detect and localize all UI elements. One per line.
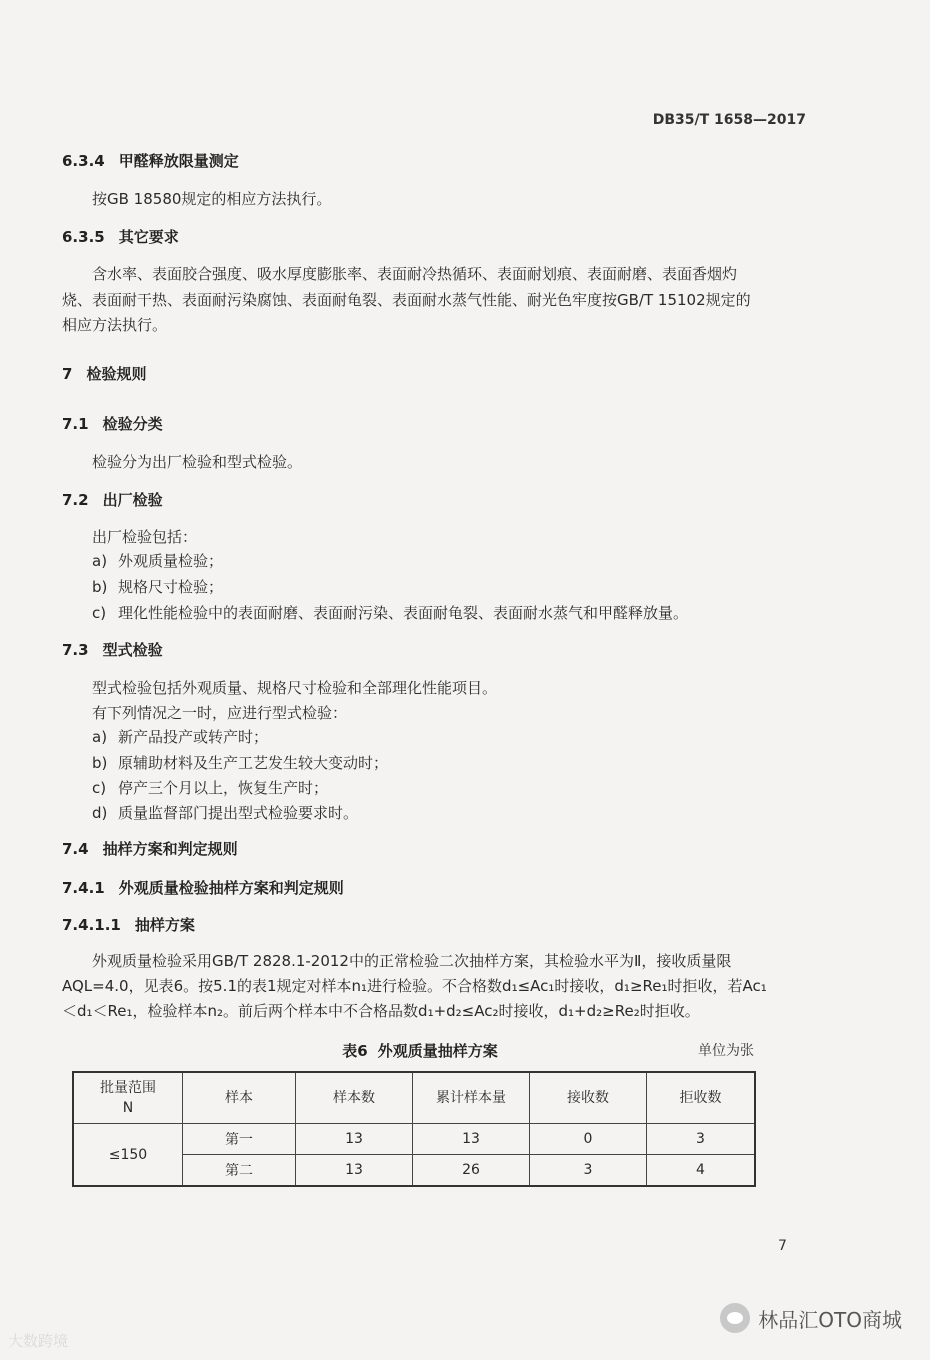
list-item (92, 777, 328, 798)
section-title: 抽样方案 (134, 916, 195, 934)
list-text: 理化性能检验中的表面耐磨、表面耐污染、表面耐龟裂、表面耐水蒸气和甲醛释放量。 (118, 604, 689, 622)
header-sample: 样本 (183, 1072, 296, 1124)
cell-sample-size: 13 (296, 1124, 413, 1155)
list-text: 停产三个月以上，恢复生产时； (118, 779, 329, 797)
header-cumulative: 累计样本量 (413, 1072, 530, 1124)
header-batch-range-label: 批量范围 (100, 1080, 156, 1096)
list-marker: c) (92, 604, 107, 622)
cell-sample: 第一 (183, 1124, 296, 1155)
section-6-3-5-line-1: 含水率、表面胶合强度、吸水厚度膨胀率、表面耐冷热循环、表面耐划痕、表面耐磨、表面香烟灼 (92, 265, 738, 283)
section-7-4-1-1-line-3: ＜d₁＜Re₁，检验样本n₂。前后两个样本中不合格品数d₁+d₂≤Ac₂时接收，d₁+d₂≥Re₂时拒收。 (62, 1002, 700, 1020)
cell-sample: 第二 (183, 1155, 296, 1187)
section-7-2-intro: 出厂检验包括： (92, 528, 198, 546)
cell-reject: 3 (647, 1124, 756, 1155)
cell-sample-size: 13 (296, 1155, 413, 1187)
section-title: 型式检验 (102, 641, 163, 659)
header-accept: 接收数 (530, 1072, 647, 1124)
list-marker: a) (92, 728, 108, 746)
section-7-3-intro-2: 有下列情况之一时，应进行型式检验： (92, 704, 348, 722)
table-title: 外观质量抽样方案 (377, 1042, 498, 1060)
standard-number: DB35/T 1658—2017 (652, 112, 806, 128)
section-title: 抽样方案和判定规则 (102, 840, 238, 858)
list-text: 质量监督部门提出型式检验要求时。 (118, 804, 359, 822)
list-marker: d) (92, 804, 108, 822)
list-marker: a) (92, 552, 108, 570)
section-title: 检验分类 (102, 415, 163, 433)
list-text: 外观质量检验； (118, 552, 224, 570)
section-7-4-1-1-heading (62, 914, 195, 935)
section-6-3-5-heading (62, 226, 179, 247)
section-number: 7.2 (62, 491, 89, 509)
section-number: 7.3 (62, 641, 89, 659)
list-item (92, 726, 268, 747)
cell-accept: 3 (530, 1155, 647, 1187)
header-batch-range (73, 1072, 183, 1124)
watermark-left: 大数跨境 (8, 1332, 69, 1350)
section-number: 7.4.1.1 (62, 916, 121, 934)
section-7-4-1-heading (62, 877, 344, 898)
page-number: 7 (778, 1238, 787, 1254)
list-text: 规格尺寸检验； (118, 578, 224, 596)
section-number: 7 (62, 365, 73, 383)
section-number: 7.4 (62, 840, 89, 858)
header-reject: 拒收数 (647, 1072, 756, 1124)
header-batch-range-symbol: N (122, 1100, 134, 1116)
section-title: 其它要求 (118, 228, 179, 246)
cell-reject: 4 (647, 1155, 756, 1187)
section-number: 7.4.1 (62, 879, 105, 897)
section-7-3-intro-1: 型式检验包括外观质量、规格尺寸检验和全部理化性能项目。 (92, 679, 498, 697)
list-item (92, 802, 358, 823)
list-text: 原辅助材料及生产工艺发生较大变动时； (118, 754, 389, 772)
wechat-icon (720, 1303, 750, 1333)
section-number: 7.1 (62, 415, 89, 433)
list-item (92, 550, 223, 571)
cell-cumulative: 26 (413, 1155, 530, 1187)
section-7-1-heading (62, 413, 163, 434)
section-6-3-5-line-3: 相应方法执行。 (62, 316, 168, 334)
section-7-1-body: 检验分为出厂检验和型式检验。 (92, 453, 303, 471)
list-item (92, 602, 688, 623)
sampling-plan-table (72, 1071, 756, 1187)
cell-cumulative: 13 (413, 1124, 530, 1155)
section-7-4-heading (62, 838, 238, 859)
section-7-4-1-1-line-1: 外观质量检验采用GB/T 2828.1-2012中的正常检验二次抽样方案，其检验水平为Ⅱ，接收质量限 (92, 952, 732, 970)
table-unit: 单位为张 (698, 1043, 754, 1059)
section-title: 甲醛释放限量测定 (118, 152, 239, 170)
table-number: 表6 (342, 1042, 368, 1060)
section-6-3-4-body: 按GB 18580规定的相应方法执行。 (92, 190, 332, 208)
section-6-3-4-heading (62, 150, 239, 171)
watermark-right (720, 1303, 902, 1333)
list-item (92, 752, 388, 773)
section-7-3-heading (62, 639, 163, 660)
list-marker: c) (92, 779, 107, 797)
watermark-right-text: 林品汇OTO商城 (758, 1307, 902, 1332)
list-marker: b) (92, 754, 108, 772)
table-row (73, 1124, 755, 1155)
section-number: 6.3.4 (62, 152, 105, 170)
section-number: 6.3.5 (62, 228, 105, 246)
cell-accept: 0 (530, 1124, 647, 1155)
section-7-4-1-1-line-2: AQL=4.0，见表6。按5.1的表1规定对样本n₁进行检验。不合格数d₁≤Ac₁时接收，d₁≥Re₁时拒收，若Ac₁ (62, 977, 767, 995)
table-header-row (73, 1072, 755, 1124)
list-marker: b) (92, 578, 108, 596)
header-sample-size: 样本数 (296, 1072, 413, 1124)
cell-batch-range: ≤150 (73, 1124, 183, 1187)
list-text: 新产品投产或转产时； (118, 728, 269, 746)
section-title: 检验规则 (86, 365, 147, 383)
section-7-2-heading (62, 489, 163, 510)
section-title: 外观质量检验抽样方案和判定规则 (118, 879, 344, 897)
list-item (92, 576, 223, 597)
section-title: 出厂检验 (102, 491, 163, 509)
section-7-heading (62, 363, 146, 384)
section-6-3-5-line-2: 烧、表面耐干热、表面耐污染腐蚀、表面耐龟裂、表面耐水蒸气性能、耐光色牢度按GB/T 15102规定的 (62, 291, 751, 309)
